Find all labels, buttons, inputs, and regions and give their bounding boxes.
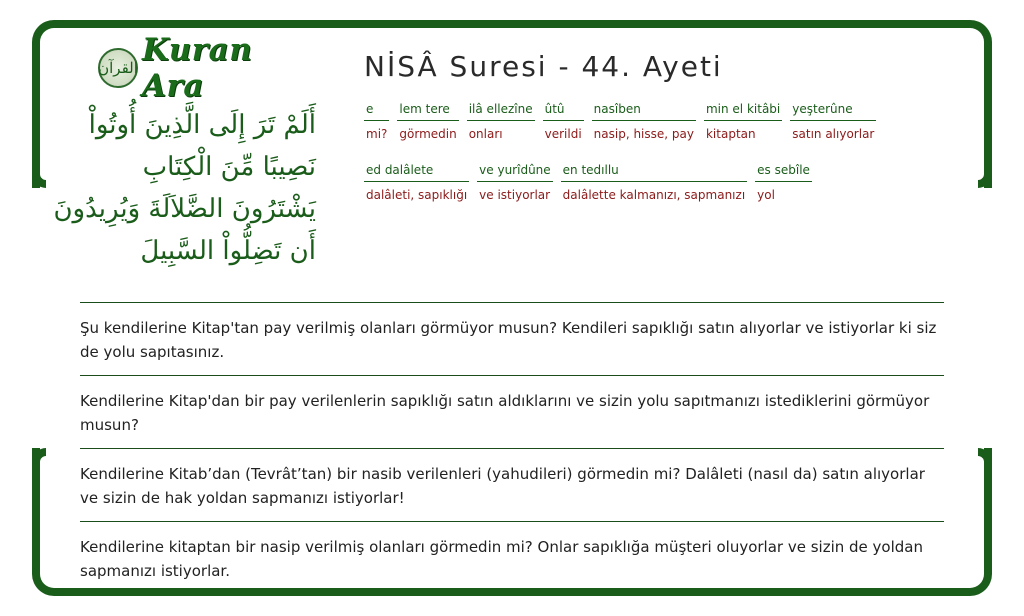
word-transliteration: e (364, 100, 389, 121)
word-transliteration: es sebîle (755, 161, 812, 182)
translations-list (80, 302, 944, 594)
word-transliteration: min el kitâbi (704, 100, 782, 121)
word-meaning: yol (757, 188, 775, 202)
word-meaning: görmedin (399, 127, 457, 141)
arabic-verse-line: يَشْتَرُونَ الضَّلاَلَةَ وَيُرِيدُونَ (53, 194, 316, 224)
arabic-verse-line: أَن تَضِلُّواْ السَّبِيلَ (140, 236, 316, 266)
word-transliteration: en tedıllu (561, 161, 748, 182)
arabic-verse (48, 104, 316, 272)
word-item[interactable] (704, 100, 782, 141)
word-item[interactable] (477, 161, 552, 202)
word-meaning: nasip, hisse, pay (593, 127, 694, 141)
word-by-word-list (364, 100, 964, 202)
quran-emblem-icon: القرآن (98, 48, 138, 88)
word-transliteration: ed dalâlete (364, 161, 469, 182)
word-item[interactable] (467, 100, 535, 141)
translation-item: Kendilerine Kitab’dan (Tevrât’tan) bir nasib verilenleri (yahudileri) görmedin mi? Dalâleti (nasıl da) satın alıyorlar ve sizin de hak yoldan sapmanızı istiyorlar! (80, 448, 944, 521)
word-transliteration: lem tere (397, 100, 458, 121)
word-transliteration: ve yurîdûne (477, 161, 552, 182)
arabic-verse-line: نَصِيبًا مِّنَ الْكِتَابِ (142, 152, 316, 182)
word-item[interactable] (790, 100, 876, 141)
word-meaning: satın alıyorlar (792, 127, 875, 141)
word-item[interactable] (543, 100, 584, 141)
word-item[interactable] (755, 161, 812, 202)
arabic-verse-line: أَلَمْ تَرَ إِلَى الَّذِينَ أُوتُواْ (88, 110, 316, 140)
word-item[interactable] (397, 100, 458, 141)
word-meaning: ve istiyorlar (479, 188, 551, 202)
word-item[interactable] (592, 100, 696, 141)
translation-item: Kendilerine kitaptan bir nasip verilmiş olanları görmedin mi? Onlar sapıklığa müşteri oluyorlar ve sizin de yoldan sapmanızı istiyorlar. (80, 521, 944, 594)
word-meaning: dalâleti, sapıklığı (366, 188, 468, 202)
word-transliteration: ûtû (543, 100, 584, 121)
translation-item: Kendilerine Kitap'dan bir pay verilenlerin sapıklığı satın aldıklarını ve sizin yolu sapıtmanızı istediklerini görmüyor musun? (80, 375, 944, 448)
word-item[interactable] (364, 161, 469, 202)
word-item[interactable] (364, 100, 389, 141)
word-transliteration: nasîben (592, 100, 696, 121)
site-logo[interactable] (98, 32, 320, 104)
word-meaning: mi? (366, 127, 388, 141)
word-meaning: onları (468, 127, 503, 141)
word-item[interactable] (561, 161, 748, 202)
word-meaning: dalâlette kalmanızı, sapmanızı (562, 188, 746, 202)
logo-text: Kuran Ara (142, 32, 253, 104)
page-title: NİSÂ Suresi - 44. Ayeti (364, 50, 723, 83)
translation-item: Şu kendilerine Kitap'tan pay verilmiş olanları görmüyor musun? Kendileri sapıklığı satın alıyorlar ve istiyorlar ki siz de yolu sapıtasınız. (80, 302, 944, 375)
word-meaning: verildi (544, 127, 582, 141)
word-meaning: kitaptan (705, 127, 756, 141)
word-transliteration: yeşterûne (790, 100, 876, 121)
word-transliteration: ilâ ellezîne (467, 100, 535, 121)
